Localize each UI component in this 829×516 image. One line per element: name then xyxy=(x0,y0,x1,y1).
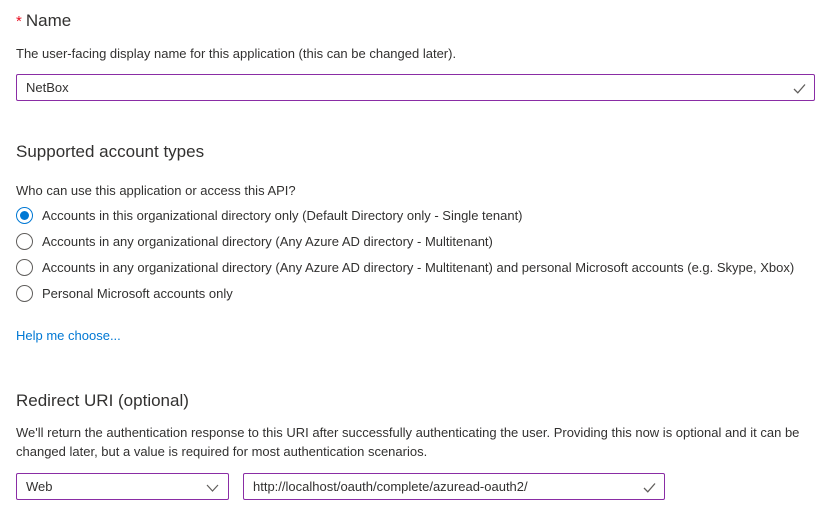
name-input[interactable] xyxy=(17,75,814,100)
radio-button-icon[interactable] xyxy=(16,285,33,302)
radio-option-single-tenant[interactable] xyxy=(16,206,523,224)
redirect-uri-input-container xyxy=(243,473,665,500)
radio-option-label: Accounts in any organizational directory (Any Azure AD directory - Multitenant) xyxy=(42,233,493,249)
radio-option-personal-only[interactable] xyxy=(16,284,233,302)
chevron-down-icon xyxy=(206,484,219,493)
help-me-choose-link[interactable]: Help me choose... xyxy=(16,328,121,343)
radio-option-multitenant-personal[interactable] xyxy=(16,258,794,276)
radio-option-label: Accounts in this organizational directory only (Default Directory only - Single tenant) xyxy=(42,207,523,223)
platform-selected-value: Web xyxy=(26,479,53,494)
platform-select-dropdown[interactable] xyxy=(16,473,229,500)
radio-option-multitenant[interactable] xyxy=(16,232,493,250)
redirect-uri-input[interactable] xyxy=(244,474,664,499)
radio-button-icon[interactable] xyxy=(16,207,33,224)
redirect-uri-heading: Redirect URI (optional) xyxy=(16,391,189,410)
account-types-heading: Supported account types xyxy=(16,142,205,161)
name-section-title: Name xyxy=(25,11,72,30)
radio-option-label: Personal Microsoft accounts only xyxy=(42,285,233,301)
radio-button-icon[interactable] xyxy=(16,233,33,250)
required-asterisk: * xyxy=(16,13,22,30)
radio-button-icon[interactable] xyxy=(16,259,33,276)
name-description: The user-facing display name for this application (this can be changed later). xyxy=(16,46,457,61)
account-types-question: Who can use this application or access this API? xyxy=(16,183,296,198)
redirect-uri-description: We'll return the authentication response to this URI after successfully authenticating the user. Providing this now is optional and it can be changed later, but a value is required for most authentication scenarios. xyxy=(16,425,800,459)
name-section-heading xyxy=(16,11,71,31)
name-input-container xyxy=(16,74,815,101)
radio-option-label: Accounts in any organizational directory (Any Azure AD directory - Multitenant) and personal Microsoft accounts (e.g. Skype, Xbox) xyxy=(42,259,795,275)
